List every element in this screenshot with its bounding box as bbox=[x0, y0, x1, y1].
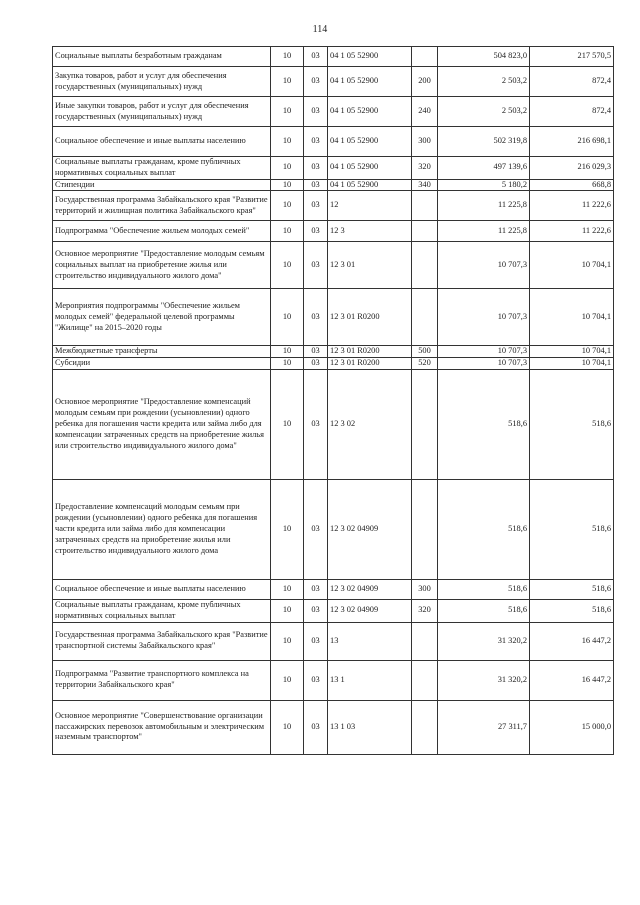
cell-sum2: 217 570,5 bbox=[530, 47, 614, 67]
table-row bbox=[53, 47, 614, 67]
cell-csr: 12 3 02 04909 bbox=[328, 599, 412, 622]
cell-name: Иные закупки товаров, работ и услуг для обеспечения государственных (муниципальных) нужд bbox=[53, 97, 271, 127]
cell-rz: 10 bbox=[271, 622, 304, 660]
table-row bbox=[53, 479, 614, 579]
cell-rz: 10 bbox=[271, 700, 304, 754]
cell-sum1: 10 707,3 bbox=[438, 358, 530, 370]
cell-vr bbox=[412, 221, 438, 242]
cell-sum2: 16 447,2 bbox=[530, 660, 614, 700]
cell-name: Социальное обеспечение и иные выплаты населению bbox=[53, 579, 271, 599]
cell-pr: 03 bbox=[304, 289, 328, 346]
table-row bbox=[53, 67, 614, 97]
cell-csr: 12 3 bbox=[328, 221, 412, 242]
table-row bbox=[53, 622, 614, 660]
cell-sum1: 518,6 bbox=[438, 369, 530, 479]
cell-sum2: 518,6 bbox=[530, 479, 614, 579]
cell-csr: 04 1 05 52900 bbox=[328, 67, 412, 97]
cell-pr: 03 bbox=[304, 179, 328, 191]
cell-sum1: 11 225,8 bbox=[438, 221, 530, 242]
cell-rz: 10 bbox=[271, 157, 304, 180]
cell-vr bbox=[412, 191, 438, 221]
cell-sum2: 216 698,1 bbox=[530, 127, 614, 157]
cell-csr: 12 3 01 R0200 bbox=[328, 289, 412, 346]
cell-pr: 03 bbox=[304, 700, 328, 754]
table-row bbox=[53, 660, 614, 700]
cell-vr: 320 bbox=[412, 599, 438, 622]
cell-pr: 03 bbox=[304, 369, 328, 479]
cell-csr: 12 bbox=[328, 191, 412, 221]
cell-name: Подпрограмма "Развитие транспортного комплекса на территории Забайкальского края" bbox=[53, 660, 271, 700]
budget-table-body bbox=[53, 47, 614, 755]
cell-rz: 10 bbox=[271, 369, 304, 479]
cell-sum1: 502 319,8 bbox=[438, 127, 530, 157]
cell-vr bbox=[412, 700, 438, 754]
cell-name: Основное мероприятие "Совершенствование организации пассажирских перевозок автомобильным и электрическим наземным транспортом" bbox=[53, 700, 271, 754]
cell-name: Стипендии bbox=[53, 179, 271, 191]
cell-pr: 03 bbox=[304, 221, 328, 242]
cell-name: Основное мероприятие "Предоставление молодым семьям социальных выплат на приобретение жилья или строительство индивидуального жилого дома" bbox=[53, 242, 271, 289]
cell-vr bbox=[412, 289, 438, 346]
cell-name: Государственная программа Забайкальского края "Развитие транспортной системы Забайкальского края" bbox=[53, 622, 271, 660]
table-row bbox=[53, 358, 614, 370]
cell-rz: 10 bbox=[271, 660, 304, 700]
cell-name: Межбюджетные трансферты bbox=[53, 346, 271, 358]
cell-sum2: 10 704,1 bbox=[530, 289, 614, 346]
cell-name: Социальные выплаты безработным гражданам bbox=[53, 47, 271, 67]
cell-name: Мероприятия подпрограммы "Обеспечение жильем молодых семей" федеральной целевой программы "Жилище" на 2015–2020 годы bbox=[53, 289, 271, 346]
cell-pr: 03 bbox=[304, 47, 328, 67]
cell-sum2: 518,6 bbox=[530, 369, 614, 479]
cell-sum1: 518,6 bbox=[438, 579, 530, 599]
cell-sum2: 872,4 bbox=[530, 67, 614, 97]
cell-vr: 300 bbox=[412, 579, 438, 599]
table-row bbox=[53, 599, 614, 622]
cell-csr: 12 3 02 bbox=[328, 369, 412, 479]
table-row bbox=[53, 157, 614, 180]
cell-sum2: 872,4 bbox=[530, 97, 614, 127]
table-row bbox=[53, 179, 614, 191]
cell-vr bbox=[412, 47, 438, 67]
cell-sum1: 497 139,6 bbox=[438, 157, 530, 180]
table-row bbox=[53, 221, 614, 242]
cell-rz: 10 bbox=[271, 358, 304, 370]
cell-sum1: 31 320,2 bbox=[438, 622, 530, 660]
cell-name: Предоставление компенсаций молодым семьям при рождении (усыновлении) одного ребенка для погашения части кредита или займа либо для компенсации затраченных средств на приобретение жилья или строительство индивидуального жилого дома bbox=[53, 479, 271, 579]
table-row bbox=[53, 191, 614, 221]
cell-sum1: 10 707,3 bbox=[438, 289, 530, 346]
cell-csr: 12 3 02 04909 bbox=[328, 479, 412, 579]
cell-sum2: 668,8 bbox=[530, 179, 614, 191]
cell-vr: 340 bbox=[412, 179, 438, 191]
cell-vr bbox=[412, 660, 438, 700]
cell-sum2: 11 222,6 bbox=[530, 191, 614, 221]
table-row bbox=[53, 346, 614, 358]
cell-rz: 10 bbox=[271, 47, 304, 67]
cell-sum1: 504 823,0 bbox=[438, 47, 530, 67]
cell-rz: 10 bbox=[271, 242, 304, 289]
budget-table bbox=[52, 46, 614, 755]
cell-sum1: 11 225,8 bbox=[438, 191, 530, 221]
cell-rz: 10 bbox=[271, 479, 304, 579]
cell-csr: 12 3 02 04909 bbox=[328, 579, 412, 599]
cell-vr bbox=[412, 622, 438, 660]
cell-csr: 04 1 05 52900 bbox=[328, 47, 412, 67]
cell-vr: 200 bbox=[412, 67, 438, 97]
cell-pr: 03 bbox=[304, 191, 328, 221]
table-row bbox=[53, 700, 614, 754]
cell-sum2: 15 000,0 bbox=[530, 700, 614, 754]
cell-rz: 10 bbox=[271, 579, 304, 599]
cell-sum1: 10 707,3 bbox=[438, 242, 530, 289]
cell-name: Социальные выплаты гражданам, кроме публичных нормативных социальных выплат bbox=[53, 599, 271, 622]
cell-sum1: 10 707,3 bbox=[438, 346, 530, 358]
cell-pr: 03 bbox=[304, 157, 328, 180]
cell-sum2: 10 704,1 bbox=[530, 346, 614, 358]
cell-rz: 10 bbox=[271, 67, 304, 97]
cell-rz: 10 bbox=[271, 97, 304, 127]
cell-csr: 13 1 bbox=[328, 660, 412, 700]
cell-csr: 04 1 05 52900 bbox=[328, 127, 412, 157]
cell-name: Социальные выплаты гражданам, кроме публичных нормативных социальных выплат bbox=[53, 157, 271, 180]
cell-csr: 04 1 05 52900 bbox=[328, 97, 412, 127]
table-row bbox=[53, 242, 614, 289]
cell-rz: 10 bbox=[271, 289, 304, 346]
cell-pr: 03 bbox=[304, 358, 328, 370]
cell-name: Социальное обеспечение и иные выплаты населению bbox=[53, 127, 271, 157]
cell-csr: 12 3 01 R0200 bbox=[328, 346, 412, 358]
cell-vr bbox=[412, 242, 438, 289]
cell-sum2: 216 029,3 bbox=[530, 157, 614, 180]
cell-rz: 10 bbox=[271, 346, 304, 358]
cell-rz: 10 bbox=[271, 127, 304, 157]
cell-pr: 03 bbox=[304, 599, 328, 622]
cell-vr: 300 bbox=[412, 127, 438, 157]
table-row bbox=[53, 289, 614, 346]
cell-pr: 03 bbox=[304, 346, 328, 358]
cell-vr: 240 bbox=[412, 97, 438, 127]
cell-sum2: 16 447,2 bbox=[530, 622, 614, 660]
cell-rz: 10 bbox=[271, 599, 304, 622]
cell-sum1: 31 320,2 bbox=[438, 660, 530, 700]
cell-sum1: 5 180,2 bbox=[438, 179, 530, 191]
cell-rz: 10 bbox=[271, 179, 304, 191]
cell-sum1: 2 503,2 bbox=[438, 67, 530, 97]
cell-vr: 320 bbox=[412, 157, 438, 180]
cell-sum2: 10 704,1 bbox=[530, 358, 614, 370]
cell-csr: 12 3 01 R0200 bbox=[328, 358, 412, 370]
cell-pr: 03 bbox=[304, 97, 328, 127]
cell-pr: 03 bbox=[304, 579, 328, 599]
cell-csr: 04 1 05 52900 bbox=[328, 179, 412, 191]
cell-rz: 10 bbox=[271, 191, 304, 221]
cell-sum1: 518,6 bbox=[438, 599, 530, 622]
cell-pr: 03 bbox=[304, 660, 328, 700]
cell-sum2: 10 704,1 bbox=[530, 242, 614, 289]
cell-csr: 12 3 01 bbox=[328, 242, 412, 289]
cell-sum1: 518,6 bbox=[438, 479, 530, 579]
cell-vr bbox=[412, 369, 438, 479]
table-row bbox=[53, 97, 614, 127]
cell-rz: 10 bbox=[271, 221, 304, 242]
cell-vr bbox=[412, 479, 438, 579]
cell-name: Государственная программа Забайкальского края "Развитие территорий и жилищная политика Забайкальского края" bbox=[53, 191, 271, 221]
page-number: 114 bbox=[312, 24, 328, 35]
cell-pr: 03 bbox=[304, 622, 328, 660]
cell-name: Субсидии bbox=[53, 358, 271, 370]
cell-name: Подпрограмма "Обеспечение жильем молодых семей" bbox=[53, 221, 271, 242]
cell-sum1: 27 311,7 bbox=[438, 700, 530, 754]
cell-vr: 520 bbox=[412, 358, 438, 370]
cell-pr: 03 bbox=[304, 67, 328, 97]
cell-vr: 500 bbox=[412, 346, 438, 358]
cell-csr: 13 bbox=[328, 622, 412, 660]
cell-name: Закупка товаров, работ и услуг для обеспечения государственных (муниципальных) нужд bbox=[53, 67, 271, 97]
cell-pr: 03 bbox=[304, 242, 328, 289]
cell-sum1: 2 503,2 bbox=[438, 97, 530, 127]
cell-sum2: 518,6 bbox=[530, 579, 614, 599]
cell-csr: 13 1 03 bbox=[328, 700, 412, 754]
cell-pr: 03 bbox=[304, 127, 328, 157]
table-row bbox=[53, 579, 614, 599]
cell-name: Основное мероприятие "Предоставление компенсаций молодым семьям при рождении (усыновлении) одного ребенка для погашения части кредита или займа либо для компенсации затраченных средств на приобретение жилья или строительство индивидуального жилого дома" bbox=[53, 369, 271, 479]
cell-pr: 03 bbox=[304, 479, 328, 579]
cell-sum2: 518,6 bbox=[530, 599, 614, 622]
cell-sum2: 11 222,6 bbox=[530, 221, 614, 242]
table-row bbox=[53, 369, 614, 479]
cell-csr: 04 1 05 52900 bbox=[328, 157, 412, 180]
table-row bbox=[53, 127, 614, 157]
